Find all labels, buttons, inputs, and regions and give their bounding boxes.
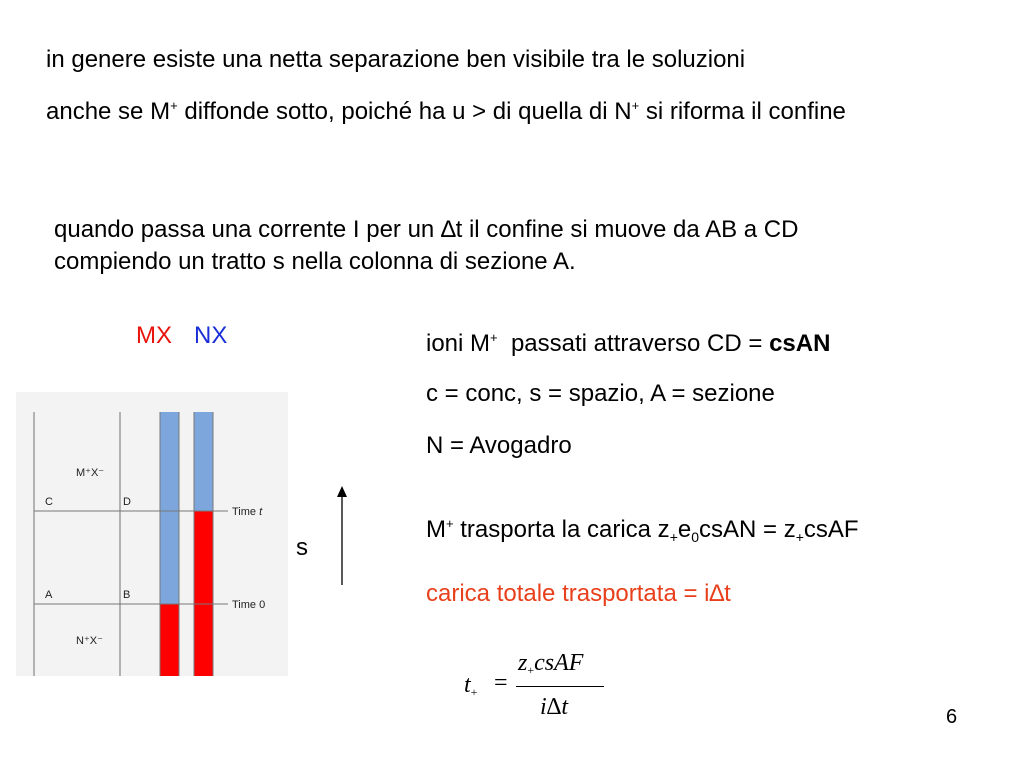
label-mx: MX <box>136 322 172 349</box>
label-b: B <box>123 589 131 601</box>
label-time-0: Time 0 <box>232 599 266 611</box>
formula-equals: = <box>494 670 508 696</box>
formula-fraction-bar <box>516 686 604 687</box>
line-2-post: si riforma il confine <box>639 98 846 125</box>
label-d: D <box>123 496 131 508</box>
definitions-line: c = conc, s = spazio, A = sezione <box>426 380 775 407</box>
ioni-bold: csAN <box>769 330 831 357</box>
region-lower-label: N⁺X⁻ <box>76 635 103 647</box>
up-arrow-icon <box>334 486 350 586</box>
carica-line: M+ trasporta la carica $z_+e_0csAN$ = $z_+csAF$ <box>426 516 859 545</box>
label-a: A <box>45 589 53 601</box>
page-number: 6 <box>946 706 958 728</box>
superscript-plus: + <box>170 98 178 113</box>
diagram-background <box>16 392 288 676</box>
label-s: s <box>296 534 308 561</box>
superscript-plus: + <box>631 98 640 113</box>
formula-denominator: i∆t <box>540 694 569 720</box>
line-2 <box>46 96 926 128</box>
carica-totale-line: carica totale trasportata = i∆t <box>426 580 731 607</box>
line-1: in genere esiste una netta separazione ben visibile tra le soluzioni <box>46 46 746 73</box>
label-time-t: Time t <box>232 506 263 518</box>
line-3: quando passa una corrente I per un ∆t il confine si muove da AB a CD compiendo un tratto s nella colonna di sezione A. <box>54 216 799 275</box>
formula-lhs: $t_+$ <box>464 672 478 699</box>
boundary-diagram <box>16 392 288 676</box>
tube-nx-blue <box>194 412 213 511</box>
tube-nx-red <box>194 511 213 676</box>
label-nx: NX <box>194 322 228 349</box>
tube-mx-red <box>160 604 179 676</box>
tube-mx-blue <box>160 412 179 604</box>
line-2-pre: anche se M <box>46 98 171 125</box>
transport-number-formula <box>460 650 620 730</box>
line-2-mid: diffonde sotto, poiché ha u > di quella di N <box>177 98 632 125</box>
label-c: C <box>45 496 53 508</box>
formula-numerator: $z_+csAF$ <box>518 650 584 677</box>
ioni-line: ioni M+ passati attraverso CD = csAN <box>426 330 831 357</box>
region-upper-label: M⁺X⁻ <box>76 467 105 479</box>
avogadro-line: N = Avogadro <box>426 432 572 459</box>
